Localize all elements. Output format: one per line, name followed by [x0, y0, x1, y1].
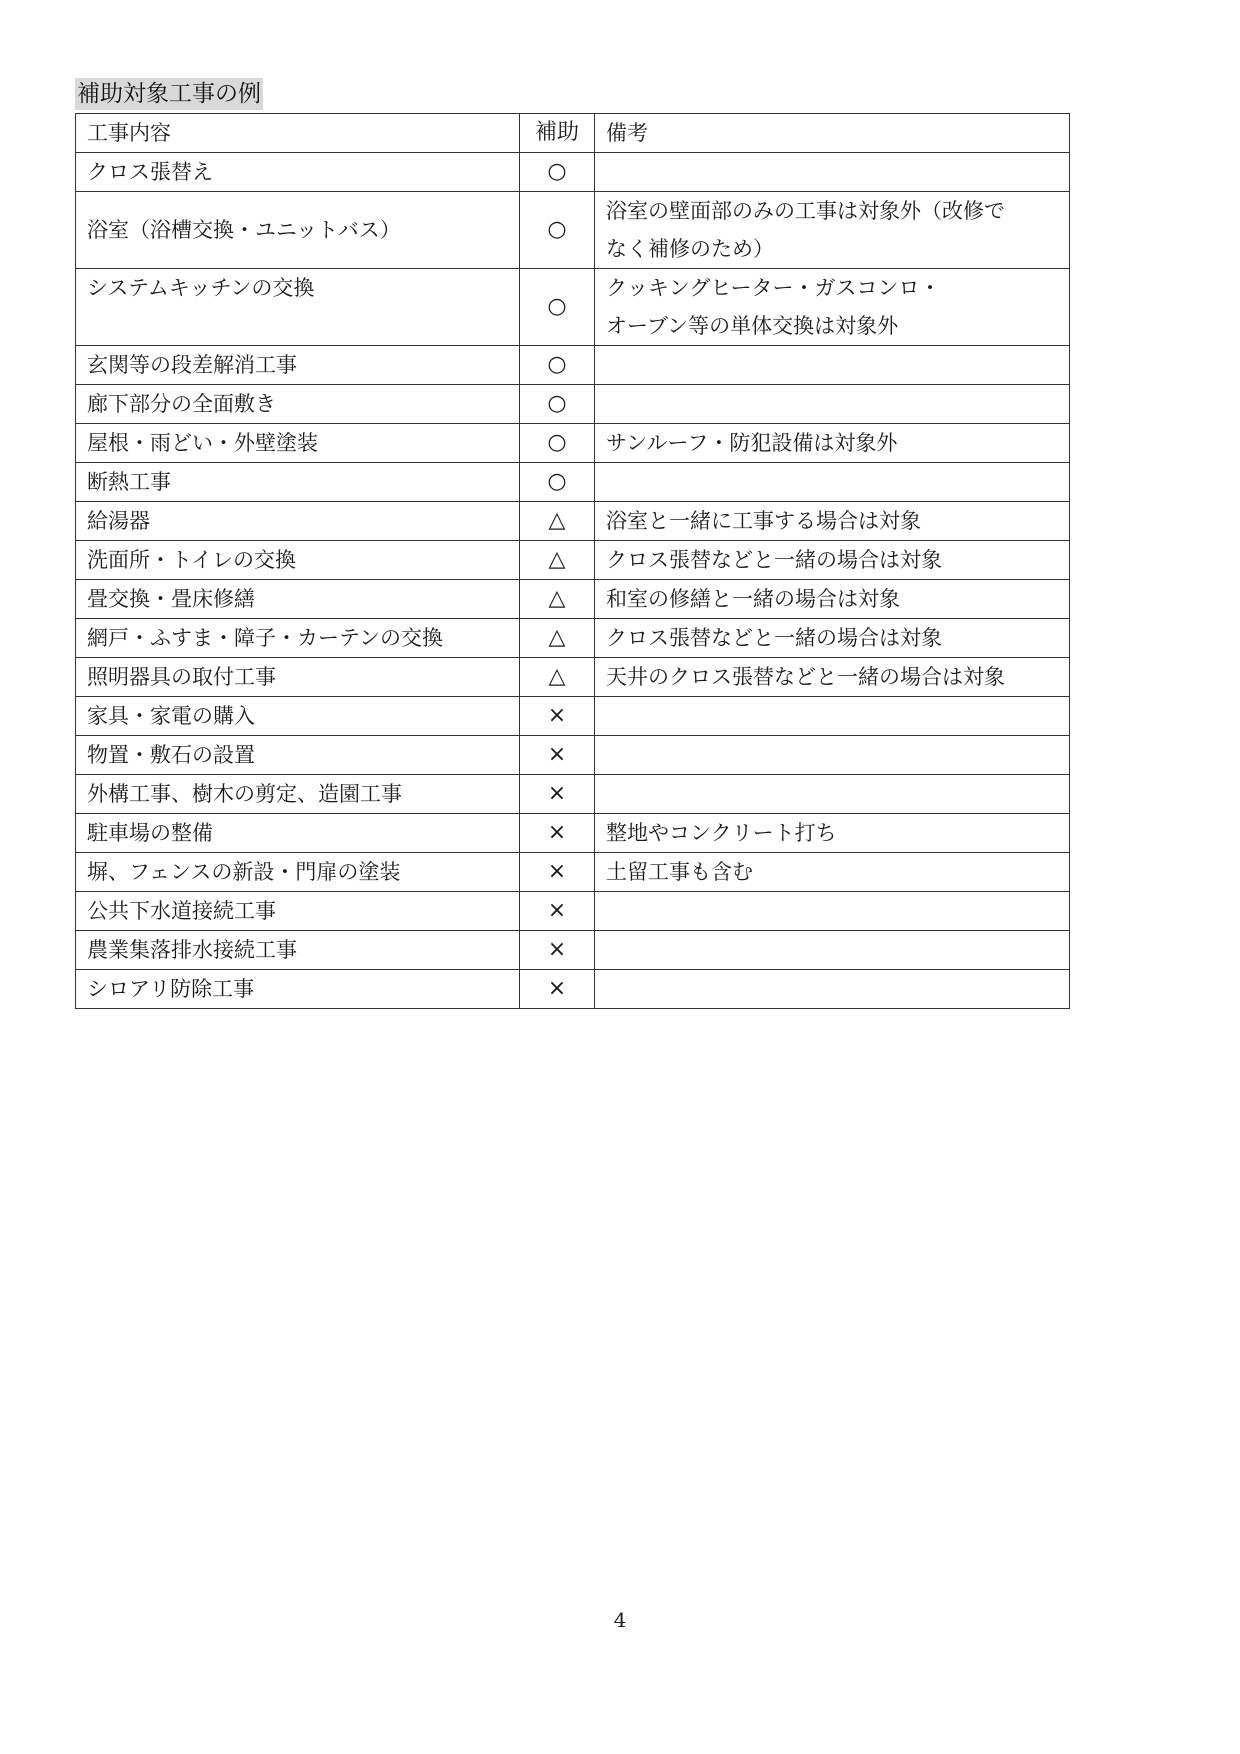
- remarks-cell: [595, 346, 1070, 385]
- work-cell: 断熱工事: [76, 463, 520, 502]
- remarks-line: オーブン等の単体交換は対象外: [606, 314, 899, 338]
- subsidy-mark-cell: ○: [520, 424, 595, 463]
- work-cell: 塀、フェンスの新設・門扉の塗装: [76, 853, 520, 892]
- table-row: [76, 619, 1070, 658]
- subsidy-mark-cell: ×: [520, 736, 595, 775]
- table-row: [76, 424, 1070, 463]
- work-cell: 給湯器: [76, 502, 520, 541]
- work-cell: 網戸・ふすま・障子・カーテンの交換: [76, 619, 520, 658]
- remarks-cell: [595, 853, 1070, 892]
- remarks-line: 天井のクロス張替などと一緒の場合は対象: [606, 665, 1005, 689]
- remarks-line: クッキングヒーター・ガスコンロ・: [606, 276, 941, 300]
- work-cell: 家具・家電の購入: [76, 697, 520, 736]
- remarks-cell: [595, 775, 1070, 814]
- subsidy-mark-cell: △: [520, 580, 595, 619]
- remarks-line: 浴室と一緒に工事する場合は対象: [606, 509, 921, 533]
- subsidy-mark-cell: △: [520, 541, 595, 580]
- subsidy-mark-cell: ×: [520, 853, 595, 892]
- subsidy-mark-cell: ○: [520, 463, 595, 502]
- subsidy-mark-cell: ×: [520, 970, 595, 1009]
- table-row: [76, 853, 1070, 892]
- table-header-row: [76, 114, 1070, 153]
- subsidy-mark-cell: △: [520, 502, 595, 541]
- remarks-cell: [595, 502, 1070, 541]
- remarks-cell: [595, 931, 1070, 970]
- work-cell: クロス張替え: [76, 153, 520, 192]
- table-row: [76, 580, 1070, 619]
- work-cell: 廊下部分の全面敷き: [76, 385, 520, 424]
- remarks-cell: [595, 424, 1070, 463]
- subsidy-mark-cell: ×: [520, 892, 595, 931]
- table-row: [76, 346, 1070, 385]
- subsidy-mark-cell: ×: [520, 814, 595, 853]
- table-row: [76, 697, 1070, 736]
- subsidy-mark-cell: ○: [520, 346, 595, 385]
- table-row: [76, 970, 1070, 1009]
- header-subsidy: 補助: [520, 114, 595, 153]
- remarks-line: 浴室の壁面部のみの工事は対象外（改修で: [606, 199, 1005, 223]
- header-work: 工事内容: [76, 114, 520, 153]
- subsidy-mark-cell: ×: [520, 775, 595, 814]
- remarks-line: クロス張替などと一緒の場合は対象: [606, 548, 942, 572]
- remarks-cell: [595, 580, 1070, 619]
- table-row: [76, 269, 1070, 346]
- remarks-cell: [595, 658, 1070, 697]
- remarks-cell: [595, 814, 1070, 853]
- work-cell: 農業集落排水接続工事: [76, 931, 520, 970]
- page-number: 4: [613, 1608, 627, 1632]
- subsidy-mark-cell: ○: [520, 153, 595, 192]
- remarks-cell: [595, 269, 1070, 346]
- header-remarks: 備考: [595, 114, 1070, 153]
- table-body: [76, 153, 1070, 1009]
- remarks-line: 土留工事も含む: [606, 860, 753, 884]
- work-cell: 屋根・雨どい・外壁塗装: [76, 424, 520, 463]
- remarks-cell: [595, 619, 1070, 658]
- remarks-cell: [595, 541, 1070, 580]
- subsidy-mark-cell: △: [520, 658, 595, 697]
- remarks-line: 整地やコンクリート打ち: [606, 821, 837, 845]
- remarks-cell: [595, 970, 1070, 1009]
- work-cell: システムキッチンの交換: [76, 269, 520, 346]
- work-cell: 洗面所・トイレの交換: [76, 541, 520, 580]
- table-row: [76, 541, 1070, 580]
- table-row: [76, 775, 1070, 814]
- subsidy-mark-cell: ○: [520, 192, 595, 269]
- remarks-cell: [595, 697, 1070, 736]
- subsidy-mark-cell: ×: [520, 697, 595, 736]
- table-row: [76, 892, 1070, 931]
- work-cell: 浴室（浴槽交換・ユニットバス）: [76, 192, 520, 269]
- table-row: [76, 736, 1070, 775]
- remarks-cell: [595, 385, 1070, 424]
- remarks-cell: [595, 192, 1070, 269]
- table-row: [76, 385, 1070, 424]
- work-cell: 物置・敷石の設置: [76, 736, 520, 775]
- work-cell: 照明器具の取付工事: [76, 658, 520, 697]
- work-cell: 玄関等の段差解消工事: [76, 346, 520, 385]
- table-row: [76, 192, 1070, 269]
- remarks-line: サンルーフ・防犯設備は対象外: [606, 431, 898, 455]
- table-row: [76, 931, 1070, 970]
- table-row: [76, 463, 1070, 502]
- remarks-cell: [595, 736, 1070, 775]
- work-cell: 駐車場の整備: [76, 814, 520, 853]
- table-row: [76, 153, 1070, 192]
- remarks-line: なく補修のため）: [606, 237, 774, 261]
- work-cell: 外構工事、樹木の剪定、造園工事: [76, 775, 520, 814]
- subsidy-mark-cell: ○: [520, 269, 595, 346]
- remarks-line: クロス張替などと一緒の場合は対象: [606, 626, 942, 650]
- work-cell: 公共下水道接続工事: [76, 892, 520, 931]
- subsidy-mark-cell: ×: [520, 931, 595, 970]
- remarks-cell: [595, 153, 1070, 192]
- subsidy-mark-cell: △: [520, 619, 595, 658]
- table-row: [76, 814, 1070, 853]
- work-cell: シロアリ防除工事: [76, 970, 520, 1009]
- work-cell: 畳交換・畳床修繕: [76, 580, 520, 619]
- section-title: 補助対象工事の例: [75, 78, 263, 110]
- table-row: [76, 502, 1070, 541]
- remarks-cell: [595, 892, 1070, 931]
- subsidy-works-table: [75, 113, 1070, 1009]
- table-row: [76, 658, 1070, 697]
- remarks-line: 和室の修繕と一緒の場合は対象: [606, 587, 900, 611]
- remarks-cell: [595, 463, 1070, 502]
- subsidy-mark-cell: ○: [520, 385, 595, 424]
